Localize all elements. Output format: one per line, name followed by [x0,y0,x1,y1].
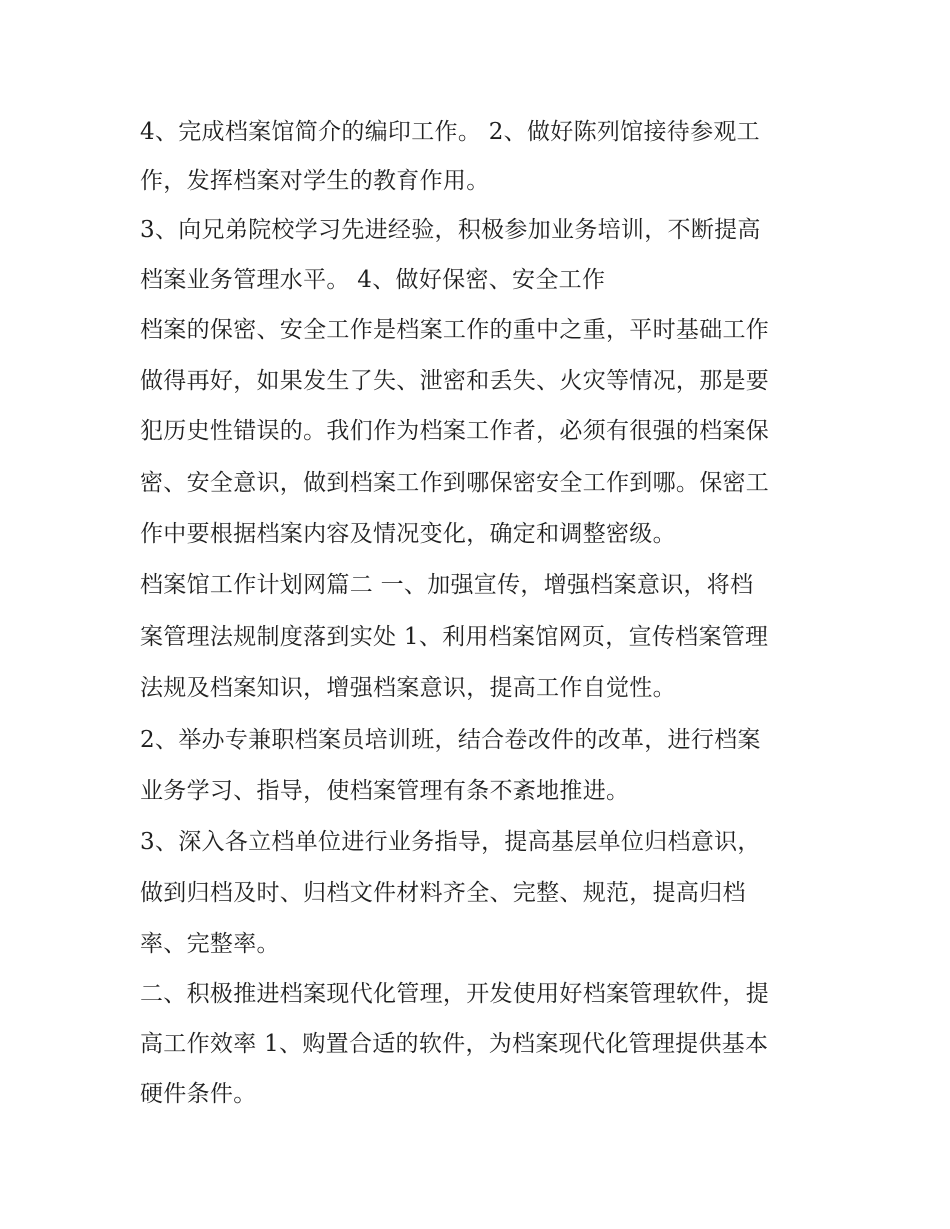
text-line: 2、举办专兼职档案员培训班，结合卷改件的改革，进行档案 [140,727,761,753]
text-line: 档案的保密、安全工作是档案工作的重中之重，平时基础工作 [140,317,770,343]
text-line: 做得再好，如果发生了失、泄密和丢失、火灾等情况，那是要 [140,368,770,394]
text-line: 硬件条件。 [140,1081,257,1107]
text-line: 3、深入各立档单位进行业务指导，提高基层单位归档意识， [140,829,761,855]
text-line: 3、向兄弟院校学习先进经验，积极参加业务培训，不断提高 [140,217,761,243]
text-line: 二、积极推进档案现代化管理，开发使用好档案管理软件，提 [140,981,770,1007]
text-line: 作，发挥档案对学生的教育作用。 [140,168,490,194]
text-line: 业务学习、指导，使档案管理有条不紊地推进。 [140,778,630,804]
text-line: 作中要根据档案内容及情况变化，确定和调整密级。 [140,521,676,547]
text-line: 率、完整率。 [140,931,280,957]
text-line: 做到归档及时、归档文件材料齐全、完整、规范，提高归档 [140,880,746,906]
text-line: 密、安全意识，做到档案工作到哪保密安全工作到哪。保密工 [140,470,770,496]
text-line: 4、完成档案馆简介的编印工作。 2、做好陈列馆接待参观工 [140,119,760,145]
text-line: 高工作效率 1、购置合适的软件，为档案现代化管理提供基本 [140,1031,769,1057]
text-line: 档案馆工作计划网篇二 一、加强宣传，增强档案意识，将档 [140,572,754,598]
text-line: 法规及档案知识，增强档案意识，提高工作自觉性。 [140,675,676,701]
text-line: 犯历史性错误的。我们作为档案工作者，必须有很强的档案保 [140,418,770,444]
text-line: 案管理法规制度落到实处 1、利用档案馆网页，宣传档案管理 [140,624,769,650]
text-line: 档案业务管理水平。 4、做好保密、安全工作 [140,267,606,293]
